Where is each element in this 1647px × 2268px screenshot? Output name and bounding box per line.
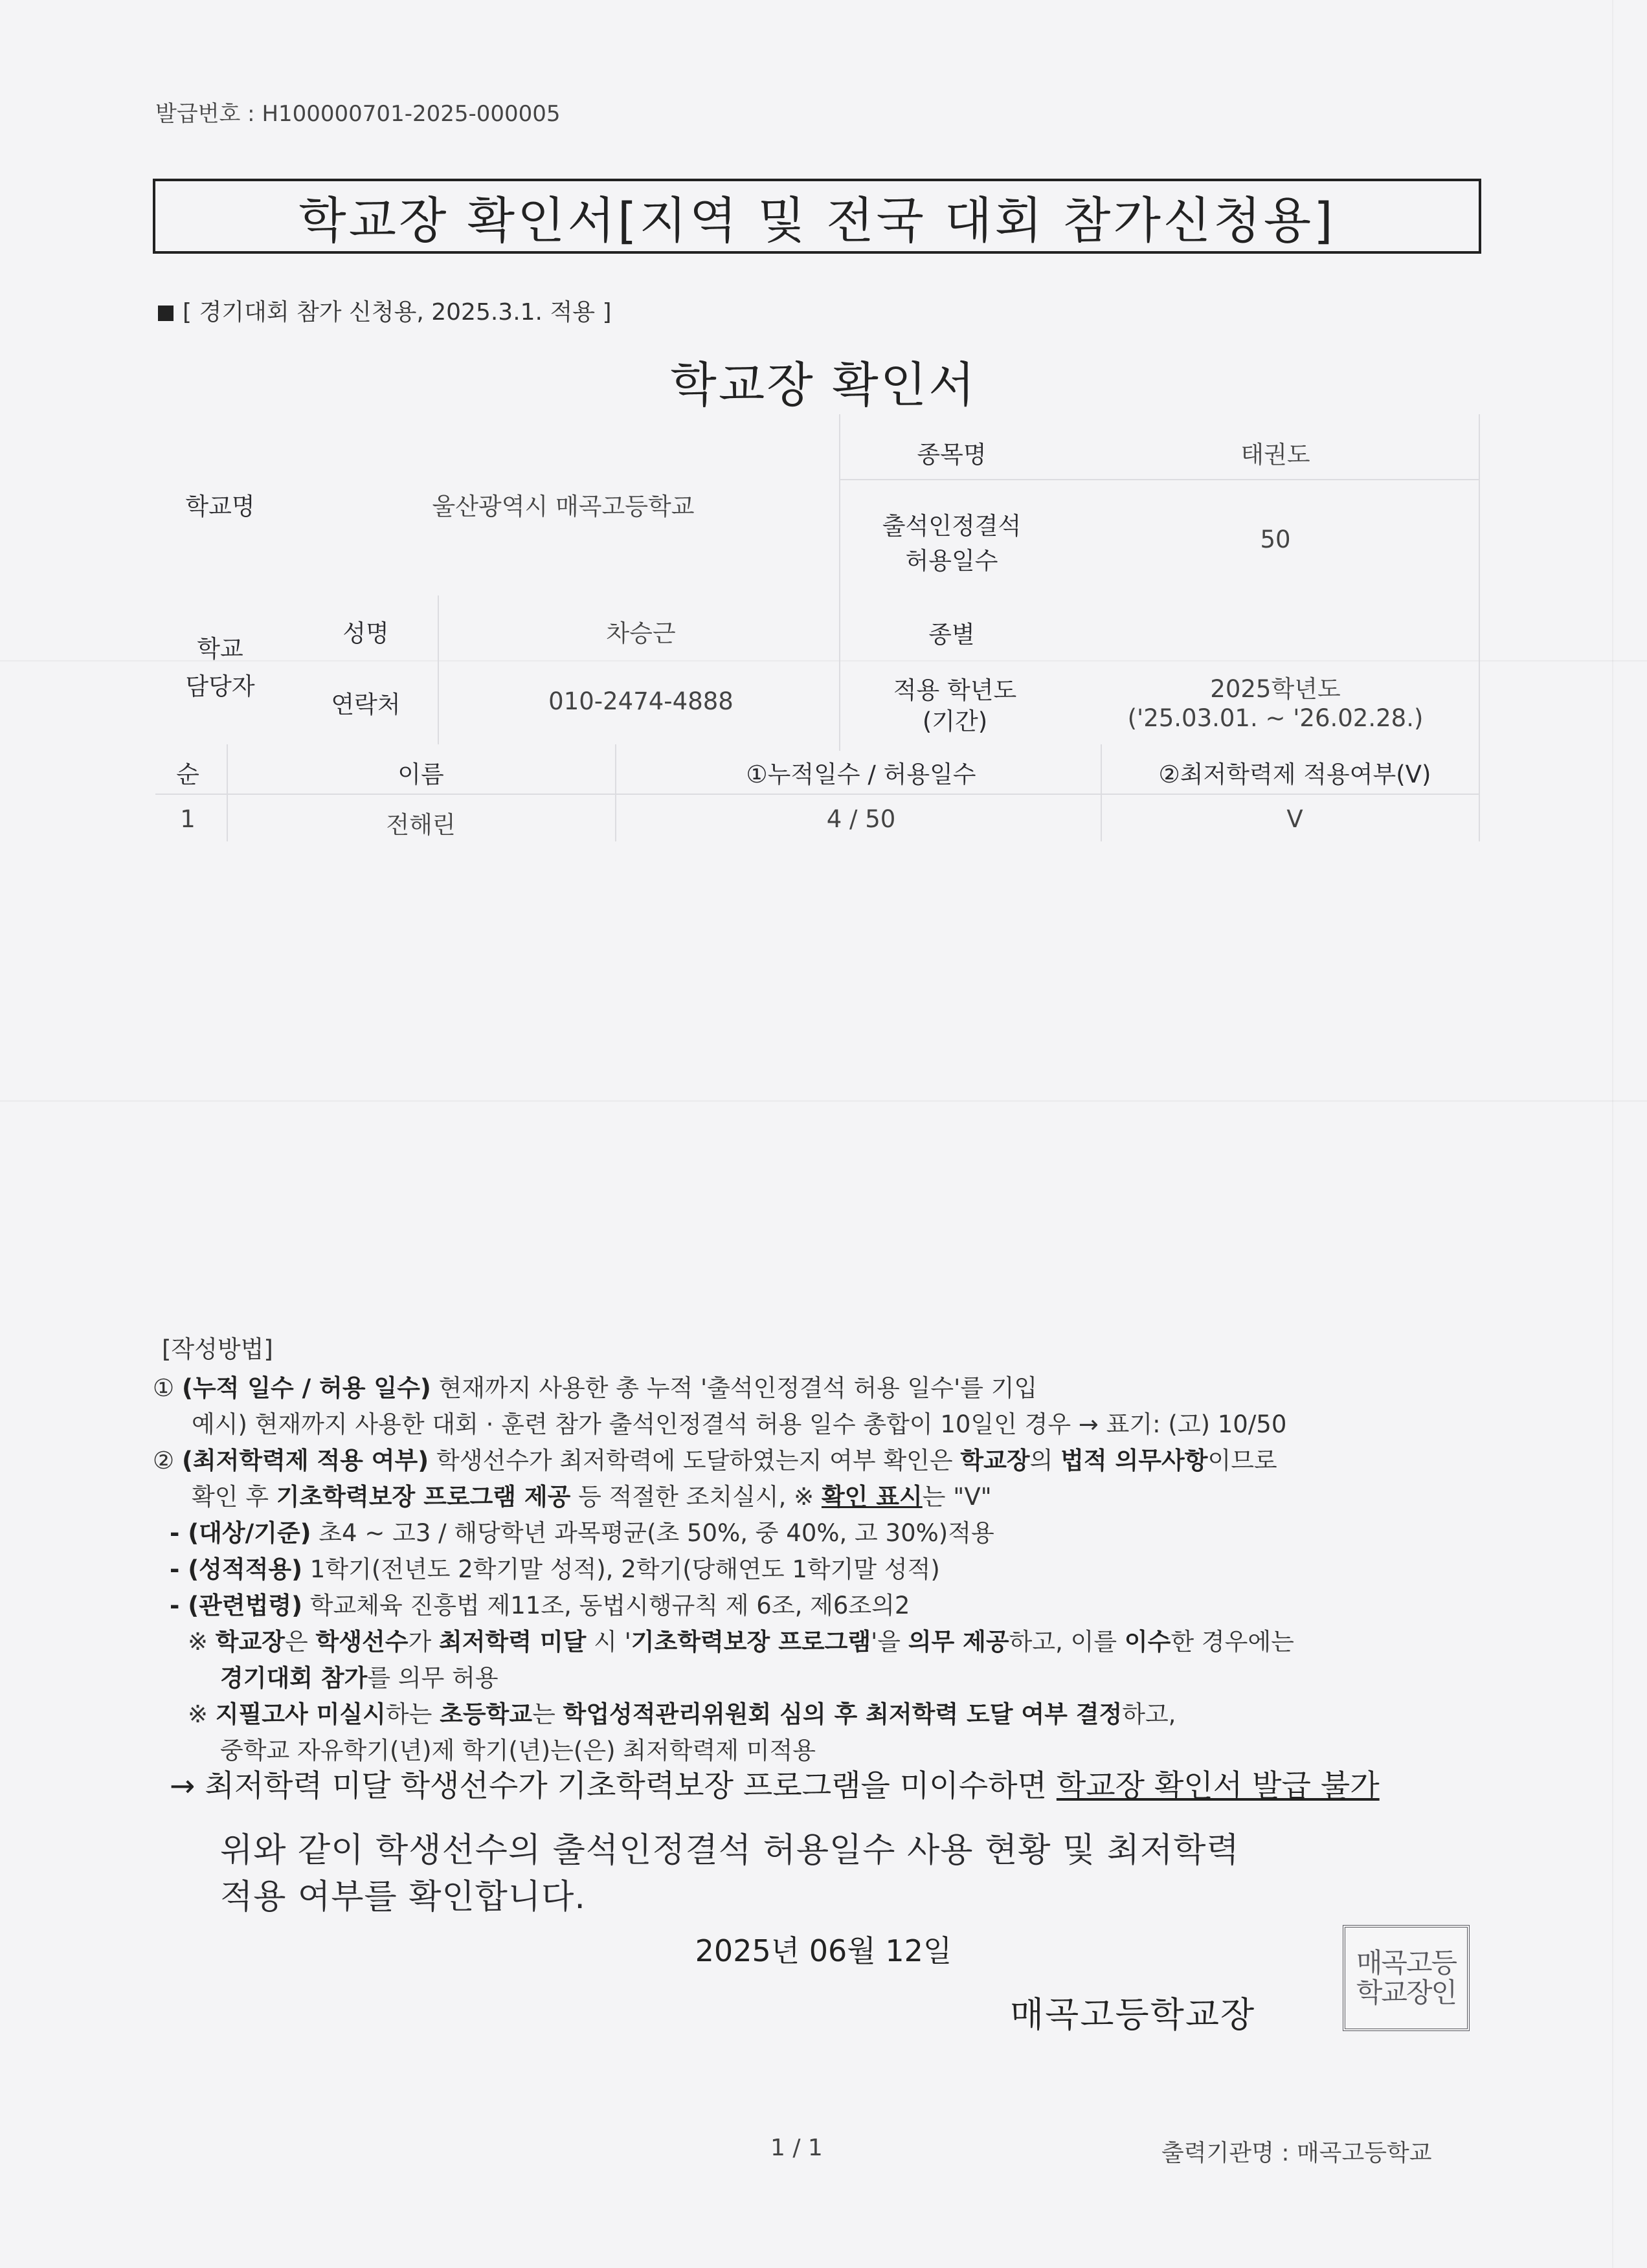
table-col-line <box>227 744 228 841</box>
table-col-line <box>615 744 616 841</box>
subheading <box>158 294 612 327</box>
warning-line: → 최저학력 미달 학생선수가 기초학력보장 프로그램을 미이수하면 학교장 확인서 발급 불가 <box>170 1768 1380 1804</box>
note-1-example: 예시) 현재까지 사용한 대회 · 훈련 참가 출석인정결석 허용 일수 총합이 10일인 경우 → 표기: (고) 10/50 <box>192 1410 1287 1438</box>
detail-target: - (대상/기준) 초4 ~ 고3 / 해당학년 과목평균(초 50%, 중 40%, 고 30%)적용 <box>170 1519 994 1547</box>
notes-heading: [작성방법] <box>162 1335 273 1363</box>
table-row-index: 1 <box>180 805 196 833</box>
square-bullet-icon <box>158 306 174 321</box>
year-label-1: 적용 학년도 <box>893 676 1017 704</box>
info-divider <box>839 414 840 751</box>
phone-label: 연락처 <box>331 691 401 718</box>
detail-grades: - (성적적용) 1학기(전년도 2학기말 성적), 2학기(당해연도 1학기말 성적) <box>170 1555 940 1583</box>
output-organization: 출력기관명 : 매곡고등학교 <box>1161 2140 1432 2166</box>
table-header-index: 순 <box>176 761 199 788</box>
detail-law: - (관련법령) 학교체육 진흥법 제11조, 동법시행규칙 제 6조, 제6조의2 <box>170 1592 910 1619</box>
note-1: ① (누적 일수 / 허용 일수) 현재까지 사용한 총 누적 '출석인정결석 허용 일수'를 기입 <box>153 1374 1038 1402</box>
table-col-line <box>1101 744 1102 841</box>
school-label: 학교명 <box>185 493 255 520</box>
contact-group-label-1: 학교 <box>197 635 243 663</box>
info-right-border <box>1479 414 1480 841</box>
year-label-2: (기간) <box>922 707 988 735</box>
confirmation-line-1: 위와 같이 학생선수의 출석인정결석 허용일수 사용 현황 및 최저학력 <box>220 1831 1240 1870</box>
table-row-days: 4 / 50 <box>826 805 896 833</box>
subheading-text: [ 경기대회 참가 신청용, 2025.3.1. 적용 ] <box>183 299 612 326</box>
table-header-name: 이름 <box>398 761 444 788</box>
confirmation-line-2: 적용 여부를 확인합니다. <box>220 1878 586 1917</box>
contact-group-label-2: 담당자 <box>185 673 255 700</box>
note-2: ② (최저학력제 적용 여부) 학생선수가 최저학력에 도달하였는지 여부 확인은 학교장의 법적 의무사항이므로 <box>153 1447 1277 1474</box>
header-title: 학교장 확인서[지역 및 전국 대회 참가신청용] <box>153 179 1481 254</box>
phone-value: 010-2474-4888 <box>548 687 734 715</box>
info-row-line <box>839 479 1479 480</box>
table-header-minimum: ②최저학력제 적용여부(V) <box>1158 761 1431 788</box>
seal-text-bottom: 학교장인 <box>1356 1977 1457 2008</box>
special-note-1: ※ 학교장은 학생선수가 최저학력 미달 시 '기초학력보장 프로그램'을 의무 제공하고, 이를 이수한 경우에는 <box>188 1628 1294 1656</box>
note-2-line-2: 확인 후 기초학력보장 프로그램 제공 등 적절한 조치실시, ※ 확인 표시는 "V" <box>192 1483 992 1511</box>
issue-date: 2025년 06월 12일 <box>695 1933 952 1968</box>
table-row-minimum: V <box>1286 805 1303 833</box>
special-note-2: ※ 지필고사 미실시하는 초등학교는 학업성적관리위원회 심의 후 최저학력 도달 여부 결정하고, <box>188 1700 1176 1728</box>
year-value-1: 2025학년도 <box>1210 675 1341 703</box>
table-header-days: ①누적일수 / 허용일수 <box>746 761 976 788</box>
gender-label: 종별 <box>928 621 975 649</box>
special-note-1-line-2: 경기대회 참가를 의무 허용 <box>220 1664 499 1692</box>
absence-value: 50 <box>1260 526 1291 553</box>
absence-label-1: 출석인정결석 <box>882 512 1022 540</box>
table-header-line <box>155 794 1479 795</box>
table-row-name: 전해린 <box>386 811 456 839</box>
absence-label-2: 허용일수 <box>905 547 998 575</box>
principal-name: 매곡고등학교장 <box>1010 1994 1256 2035</box>
contact-divider <box>438 595 439 744</box>
event-label: 종목명 <box>917 441 987 469</box>
page-number: 1 / 1 <box>770 2135 823 2161</box>
seal-text-top: 매곡고등 <box>1356 1946 1457 1979</box>
school-value: 울산광역시 매곡고등학교 <box>432 493 695 520</box>
special-note-2-line-2: 중학교 자유학기(년)제 학기(년)는(은) 최저학력제 미적용 <box>220 1737 816 1764</box>
official-seal <box>1343 1925 1470 2031</box>
issue-number: 발급번호 : H100000701-2025-000005 <box>155 101 561 127</box>
name-value: 차승근 <box>606 619 676 647</box>
name-label: 성명 <box>342 619 389 647</box>
document-title: 학교장 확인서 <box>670 357 977 413</box>
year-value-2: ('25.03.01. ~ '26.02.28.) <box>1127 704 1424 732</box>
event-value: 태권도 <box>1240 441 1310 469</box>
